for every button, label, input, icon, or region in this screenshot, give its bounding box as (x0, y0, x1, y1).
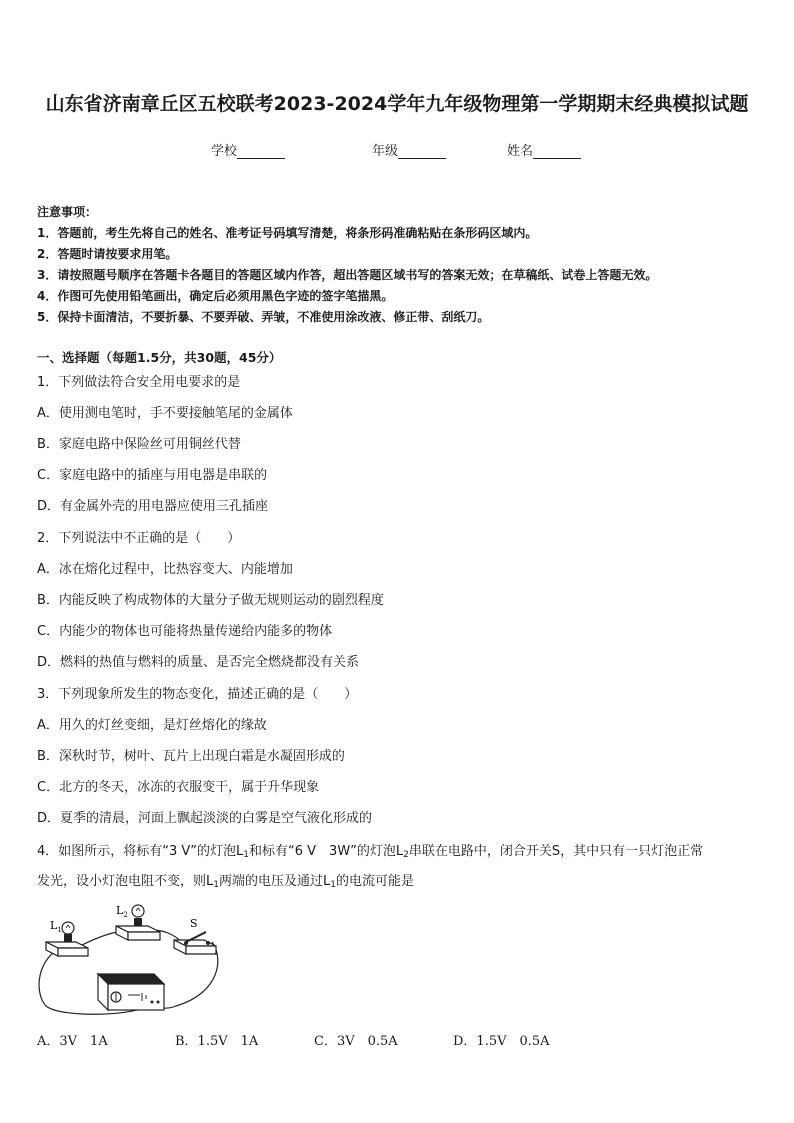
answer-option: D．燃料的热值与燃料的质量、是否完全燃烧都没有关系 (37, 655, 360, 670)
student-info-row (0, 140, 794, 160)
stem-text: 两端的电压及通过L (218, 874, 331, 889)
answer-option: B．深秋时节，树叶、瓦片上出现白霜是水凝固形成的 (37, 749, 345, 764)
name-label: 姓名 (507, 144, 534, 159)
circuit-diagram (36, 898, 226, 1018)
answer-option: A．3V 1A (37, 1034, 108, 1049)
answer-option: C．3V 0.5A (314, 1034, 398, 1049)
notice-item: 1．答题前，考生先将自己的姓名、准考证号码填写清楚，将条形码准确粘贴在条形码区域内。 (37, 226, 538, 240)
answer-option: B．内能反映了构成物体的大量分子做无规则运动的剧烈程度 (37, 593, 384, 608)
answer-option: D．有金属外壳的用电器应使用三孔插座 (37, 499, 269, 514)
school-field (211, 140, 285, 159)
subscript: 1 (330, 880, 336, 890)
school-blank[interactable] (237, 144, 285, 159)
section-heading: 一、选择题（每题1.5分，共30题，45分） (37, 350, 282, 365)
notice-item: 4．作图可先使用铅笔画出，确定后必须用黑色字迹的签字笔描黑。 (37, 289, 394, 303)
question-stem-continued (37, 873, 414, 894)
stem-text: 发光，设小灯泡电阻不变，则L (37, 874, 214, 889)
answer-option: C．内能少的物体也可能将热量传递给内能多的物体 (37, 624, 333, 639)
question-stem: 3．下列现象所发生的物态变化，描述正确的是（ ） (37, 687, 358, 702)
answer-option: D．1.5V 0.5A (453, 1034, 550, 1049)
stem-text: 4．如图所示，将标有“3 V”的灯泡L (37, 844, 244, 859)
answer-option: A．使用测电笔时，手不要接触笔尾的金属体 (37, 406, 293, 421)
question-stem: 1．下列做法符合安全用电要求的是 (37, 375, 241, 390)
s-label: S (190, 917, 198, 930)
subscript: 1 (243, 850, 250, 860)
question-stem (37, 843, 703, 864)
name-blank[interactable] (533, 144, 581, 159)
grade-blank[interactable] (398, 144, 446, 159)
l1-label: $L_1$ (50, 919, 62, 934)
answer-option: C．北方的冬天，冰冻的衣服变干，属于升华现象 (37, 780, 320, 795)
stem-text: 串联在电路中，闭合开关S，其中只有一只灯泡正常 (408, 844, 704, 859)
school-label: 学校 (211, 144, 238, 159)
page-title: 山东省济南章丘区五校联考2023-2024学年九年级物理第一学期期末经典模拟试题 (45, 93, 749, 115)
subscript: 1 (213, 880, 219, 890)
notice-heading: 注意事项： (37, 205, 98, 219)
answer-option: A．用久的灯丝变细，是灯丝熔化的缘故 (37, 718, 267, 733)
answer-option: C．家庭电路中的插座与用电器是串联的 (37, 468, 268, 483)
notice-item: 2．答题时请按要求用笔。 (37, 247, 178, 261)
grade-label: 年级 (372, 144, 399, 159)
answer-option: A．冰在熔化过程中，比热容变大、内能增加 (37, 562, 293, 577)
notice-item: 3．请按照题号顺序在答题卡各题目的答题区域内作答，超出答题区域书写的答案无效；在草稿纸、试卷上答题无效。 (37, 268, 658, 282)
power-supply (98, 974, 164, 1010)
answer-option: B．家庭电路中保险丝可用铜丝代替 (37, 437, 241, 452)
stem-text: 的电流可能是 (335, 874, 414, 889)
notice-item: 5．保持卡面清洁，不要折暴、不要弄破、弄皱，不准使用涂改液、修正带、刮纸刀。 (37, 310, 490, 324)
switch-s (174, 932, 216, 954)
q4-options (0, 1030, 794, 1048)
answer-option: D．夏季的清晨，河面上飘起淡淡的白雾是空气液化形成的 (37, 811, 373, 826)
question-stem: 2．下列说法中不正确的是（ ） (37, 531, 241, 546)
name-field (507, 140, 581, 159)
stem-text: 和标有“6 V 3W”的灯泡L (249, 844, 404, 859)
l2-label: $L_2$ (116, 904, 128, 919)
grade-field (372, 140, 446, 159)
answer-option: B．1.5V 1A (175, 1034, 259, 1049)
subscript: 2 (403, 850, 409, 860)
